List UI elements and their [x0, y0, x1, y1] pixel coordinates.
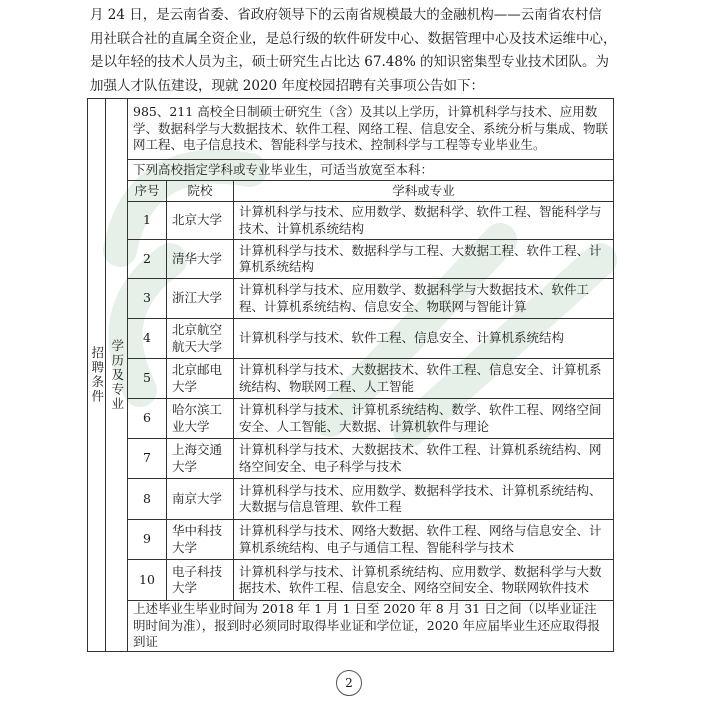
intro-line: 用社联合社的直属全资企业，是总行级的软件研发中心、数据管理中心及技术运维中心， [90, 30, 617, 47]
row-index: 10 [128, 560, 167, 601]
row-index: 6 [128, 399, 167, 439]
table-row [88, 279, 614, 319]
row-index: 2 [128, 240, 167, 279]
row-index: 4 [128, 319, 167, 359]
row-majors: 计算机科学与技术、应用数学、数据科学技术、计算机系统结构、大数据与信息管理、软件工程 [234, 479, 614, 520]
row-majors: 计算机科学与技术、数据科学与工程、大数据工程、软件工程、计算机系统结构 [234, 240, 614, 279]
table-row [88, 319, 614, 359]
row-school: 华中科技大学 [167, 520, 234, 560]
row-majors: 计算机科学与技术、计算机系统结构、数学、软件工程、网络空间安全、人工智能、大数据、计算机软件与理论 [234, 399, 614, 439]
table-row [88, 479, 614, 520]
row-majors: 计算机科学与技术、计算机系统结构、应用数学、数据科学与大数据技术、软件工程、信息安全、网络空间安全、物联网软件技术 [234, 560, 614, 601]
table-row [88, 359, 614, 399]
row-index: 9 [128, 520, 167, 560]
table-row [88, 439, 614, 479]
row-index: 1 [128, 202, 167, 240]
relax-note: 下列高校指定学科或专业毕业生，可适当放宽至本科： [128, 160, 614, 181]
table-row [88, 202, 614, 240]
header-school: 院校 [167, 181, 234, 202]
table-row [88, 240, 614, 279]
row-index: 8 [128, 479, 167, 520]
row-school: 北京航空航天大学 [167, 319, 234, 359]
row-school: 哈尔滨工业大学 [167, 399, 234, 439]
category-label: 招聘条件 [88, 99, 106, 652]
header-index: 序号 [128, 181, 167, 202]
recruitment-conditions-table [87, 98, 614, 652]
header-majors: 学科或专业 [234, 181, 614, 202]
intro-line: 是以年轻的技术人员为主，硕士研究生占比达 67.48% 的知识密集型专业技术团队。为 [90, 54, 610, 70]
requirement-text: 985、211 高校全日制硕士研究生（含）及其以上学历，计算机科学与技术、应用数学、数据科学与大数据技术、软件工程、网络工程、信息安全、系统分析与集成、物联网工程、电子信息技术、智能科学与技术、控制科学与工程等专业毕业生。 [128, 99, 614, 160]
row-school: 北京大学 [167, 202, 234, 240]
row-school: 清华大学 [167, 240, 234, 279]
row-school: 浙江大学 [167, 279, 234, 319]
table-row [88, 520, 614, 560]
row-index: 7 [128, 439, 167, 479]
row-majors: 计算机科学与技术、大数据技术、软件工程、信息安全、计算机系统结构、物联网工程、人工智能 [234, 359, 614, 399]
page-number: 2 [336, 670, 362, 696]
row-school: 北京邮电大学 [167, 359, 234, 399]
table-row [88, 399, 614, 439]
row-majors: 计算机科学与技术、大数据技术、软件工程、计算机系统结构、网络空间安全、电子科学与技术 [234, 439, 614, 479]
graduation-note: 上述毕业生毕业时间为 2018 年 1 月 1 日至 2020 年 8 月 31 日之间（以毕业证注明时间为准），报到时必须同时取得毕业证和学位证，2020 年应届毕业生还应取得报到证 [128, 601, 614, 652]
row-school: 上海交通大学 [167, 439, 234, 479]
subcategory-label: 学历及专业 [106, 99, 128, 652]
row-index: 5 [128, 359, 167, 399]
row-majors: 计算机科学与技术、应用数学、数据科学、软件工程、智能科学与技术、计算机系统结构 [234, 202, 614, 240]
row-majors: 计算机科学与技术、软件工程、信息安全、计算机系统结构 [234, 319, 614, 359]
intro-line: 加强人才队伍建设，现就 2020 年度校园招聘有关事项公告如下： [90, 77, 484, 94]
row-school: 电子科技大学 [167, 560, 234, 601]
row-majors: 计算机科学与技术、网络大数据、软件工程、网络与信息安全、计算机系统结构、电子与通信工程、智能科学与技术 [234, 520, 614, 560]
row-index: 3 [128, 279, 167, 319]
row-school: 南京大学 [167, 479, 234, 520]
row-majors: 计算机科学与技术、应用数学、数据科学与大数据技术、软件工程、计算机系统结构、信息安全、物联网与智能计算 [234, 279, 614, 319]
table-row [88, 560, 614, 601]
intro-paragraph [90, 4, 630, 98]
intro-line: 月 24 日，是云南省委、省政府领导下的云南省规模最大的金融机构——云南省农村信 [90, 7, 602, 23]
